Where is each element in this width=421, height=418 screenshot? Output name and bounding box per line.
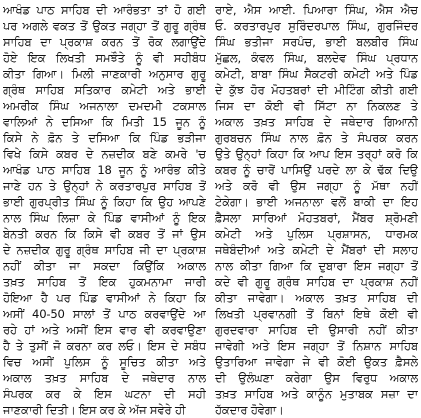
text-line: ਆਖੰਡ ਪਾਠ ਸਾਹਿਬ 18 ਜੂਨ ਨੂੰ ਆਰੰਭ ਕੀਤੇ (3, 163, 206, 177)
text-line: ਨਾਲ ਕੀਤਾ ਗਿਆ ਕਿ ਦੁਬਾਰਾ ਇਸ ਜਗ੍ਹਾ ਤੋਂ (215, 259, 418, 273)
text-line: ਗੁਰਬਚਨ ਸਿੰਘ ਨਾਲ ਫ਼ੋਨ ਤੇ ਸੰਪਰਕ ਕਰਨ (215, 131, 418, 145)
text-line: ਹੋਏ ਇਕ ਲਿਖਤੀ ਸਮਝੌਤੇ ਨੂੰ ਵੀ ਸਹੀਬੰਧ (3, 51, 206, 65)
text-line: ਆਖੰਡ ਪਾਠ ਸਾਹਿਬ ਦੀ ਆਰੰਭਤਾ ਤਾਂ ਹੋ ਗਈ (3, 3, 206, 17)
text-line: ਕਮੇਟੀ ਅਤੇ ਪੁਲਿਸ ਪ੍ਰਸ਼ਾਸਨ, ਧਾਰਮਕ (215, 227, 418, 241)
text-line: ਸਾਹਿਬ ਦਾ ਪ੍ਰਕਾਸ਼ ਕਰਨ ਤੋਂ ਰੋਕ ਲਗਾਉਂਦੇ (3, 35, 206, 49)
text-line: ਅਸੀਂ 40-50 ਸਾਲਾਂ ਤੋਂ ਪਾਠ ਕਰਵਾਉਂਦੇ ਆ (3, 307, 206, 321)
text-line: ਓ. ਕਰਤਾਰਪੁਰ ਸੁਰਿੰਦਰਪਾਲ ਸਿੰਘ, ਗੁਰਜਿੰਦਰ (215, 19, 418, 33)
text-line: ਭਾਈ ਗੁਰਪ੍ਰੀਤ ਸਿੰਘ ਨੂੰ ਕਿਹਾ ਕਿ ਉਹ ਆਪਣੇ (3, 195, 206, 209)
text-line: ਦੀ ਉਲੰਘਣਾ ਕਰੇਗਾ ਉਸ ਵਿਰੁਧ ਅਕਾਲ (215, 371, 418, 385)
text-line: ਕਿਸੇ ਨੇ ਫ਼ੋਨ ਤੇ ਦਸਿਆ ਕਿ ਪਿੰਡ ਭੜੀਜਾ (3, 131, 206, 145)
text-line: ਉਤੇ ਉਨ੍ਹਾਂ ਕਿਹਾ ਕਿ ਆਪ ਇਸ ਤਰ੍ਹਾਂ ਕਰੋ ਕਿ (215, 147, 418, 161)
text-line: ਗੁਰਦਵਾਰਾ ਸਾਹਿਬ ਦੀ ਉਸਾਰੀ ਨਹੀਂ ਕੀਤਾ (215, 323, 418, 337)
text-line: ਜਾਵੇਗੀ ਅਤੇ ਇਸ ਜਗ੍ਹਾ ਤੋਂ ਨਿਸ਼ਾਨ ਸਾਹਿਬ (215, 339, 418, 353)
text-line: ਟੇਕੇਗਾ। ਭਾਈ ਅਜਨਾਲਾ ਵਲੋਂ ਬਾਕੀ ਦਾ ਇਹ (215, 195, 418, 209)
text-line: ਵਿਚ ਅਸੀਂ ਪੁਲਿਸ ਨੂੰ ਸੂਚਿਤ ਕੀਤਾ ਅਤੇ (3, 355, 206, 369)
text-line: ਰਾਏ, ਐਸ ਆਈ. ਪਿਆਰਾ ਸਿੰਘ, ਐਸ ਐਚ (215, 3, 418, 17)
text-line: ਲਿਖਤੀ ਪ੍ਰਵਾਨਗੀ ਤੋਂ ਬਿਨਾਂ ਇਥੇ ਕੋਈ ਵੀ (215, 307, 418, 321)
text-line: ਅਕਾਲ ਤਖ਼ਤ ਸਾਹਿਬ ਦੇ ਜਥੇਦਾਰ ਗਿਆਨੀ (215, 115, 418, 129)
text-line: ਨਾਲ ਸਿੰਘ ਲਿਜ਼ਾ ਕੇ ਪਿੰਡ ਵਾਸੀਆਂ ਨੂੰ ਇਕ (3, 211, 206, 225)
text-line: ਸਿੰਘ ਭਤੀਜਾ ਸਰਪੰਚ, ਭਾਈ ਬਲਬੀਰ ਸਿੰਘ (215, 35, 418, 49)
text-line: ਨਹੀਂ ਕੀਤਾ ਜਾ ਸਕਦਾ ਕਿਉਂਕਿ ਅਕਾਲ (3, 259, 206, 273)
right-column (215, 2, 418, 418)
text-line: ਜਾਣੇ ਹਨ ਤੇ ਉਨ੍ਹਾਂ ਨੇ ਕਰਤਾਰਪੁਰ ਸਾਹਿਬ ਤੋਂ (3, 179, 206, 193)
text-line: ਵਿਖੇ ਕਿਸੇ ਕਬਰ ਦੇ ਨਜ਼ਦੀਕ ਬਣੇ ਕਮਰੇ 'ਚ (3, 147, 206, 161)
text-line: ਜਿਸ ਦਾ ਕੋਈ ਵੀ ਸਿੱਟਾ ਨਾ ਨਿਕਲਣ ਤੇ (215, 99, 418, 113)
text-line: ਜਾਣਕਾਰੀ ਦਿਤੀ। ਇਸ ਕਰ ਕੇ ਅੱਜ ਸਵੇਰੇ ਹੀ (3, 403, 186, 417)
text-line: ਉਤਾਰਿਆ ਜਾਵੇਗਾ ਜੇ ਵੀ ਕੋਈ ਉਕਤ ਫ਼ੈਸਲੇ (215, 355, 418, 369)
text-line: ਤਖ਼ਤ ਸਾਹਿਬ ਅਤੇ ਕਾਨੂੰਨ ਮੁਤਾਬਕ ਸਜ਼ਾ ਦਾ (215, 387, 418, 401)
text-line: ਤਖ਼ਤ ਸਾਹਿਬ ਤੋਂ ਇਕ ਹੁਕਮਨਾਮਾ ਜਾਰੀ (3, 275, 206, 289)
text-line: ਕਬਰ ਨੂੰ ਚਾਰੋਂ ਪਾਸਿਉਂ ਪਰਦੇ ਲਾ ਕੇ ਢੱਕ ਦਿਉ (215, 163, 418, 177)
text-line: ਬੇਨਤੀ ਕਰਨ ਕਿ ਕਿਸੇ ਵੀ ਕਬਰ ਤੋਂ ਜਾਂ ਉਸ (3, 227, 206, 241)
text-line: ਕੀਤਾ ਗਿਆ। ਮਿਲੀ ਜਾਣਕਾਰੀ ਅਨੁਸਾਰ ਗੁਰੂ (3, 67, 206, 81)
text-line: ਫ਼ੈਸਲਾ ਸਾਰਿਆਂ ਮੋਹਤਬਰਾਂ, ਮੈਂਬਰ ਸ਼੍ਰੋਮਣੀ (215, 211, 418, 225)
text-line: ਅਮਰੀਕ ਸਿੰਘ ਅਜਨਾਲਾ ਦਮਦਮੀ ਟਕਸਾਲ (3, 99, 206, 113)
text-line: ਕਮੇਟੀ, ਬਾਬਾ ਸਿੰਘ ਸੈਕਟਰੀ ਕਮੇਟੀ ਅਤੇ ਪਿੰਡ (215, 67, 418, 81)
text-line: ਅਕਾਲ ਤਖ਼ਤ ਸਾਹਿਬ ਦੇ ਜਥੇਦਾਰ ਨਾਲ (3, 371, 206, 385)
text-line: ਕਦੇ ਵੀ ਗੁਰੂ ਗ੍ਰੰਥ ਸਾਹਿਬ ਦਾ ਪ੍ਰਕਾਸ਼ ਨਹੀਂ (215, 275, 418, 289)
text-line: ਸੰਪਰਕ ਕਰ ਕੇ ਇਸ ਘਟਨਾ ਦੀ ਸਹੀ (3, 387, 206, 401)
text-line: ਹੈ ਤੇ ਤੁਸੀਂ ਜੋ ਕਰਨਾ ਕਰ ਲਓ। ਇਸ ਦੇ ਸਬੰਧ (3, 339, 206, 353)
text-line: ਕੀਤਾ ਜਾਵੇਗਾ। ਅਕਾਲ ਤਖ਼ਤ ਸਾਹਿਬ ਦੀ (215, 291, 418, 305)
text-line: ਗ੍ਰੰਥ ਸਾਹਿਬ ਸਤਿਕਾਰ ਕਮੇਟੀ ਅਤੇ ਭਾਈ (3, 83, 206, 97)
text-line: ਵਾਲਿਆਂ ਨੇ ਦਸਿਆ ਕਿ ਮਿਤੀ 15 ਜੂਨ ਨੂੰ (3, 115, 206, 129)
text-line: ਮੁੱਛਲ, ਕੰਵਲ ਸਿੰਘ, ਬਲਦੇਵ ਸਿੰਘ ਪ੍ਰਧਾਨ (215, 51, 418, 65)
text-line: ਹੋਇਆ ਹੈ ਪਰ ਪਿੰਡ ਵਾਸੀਆਂ ਨੇ ਕਿਹਾ ਕਿ (3, 291, 206, 305)
text-line: ਅਤੇ ਕਰੋ ਵੀ ਉਸ ਜਗ੍ਹਾ ਨੂੰ ਮੱਥਾ ਨਹੀਂ (215, 179, 418, 193)
text-line: ਦੇ ਨਜ਼ਦੀਕ ਗੁਰੂ ਗ੍ਰੰਥ ਸਾਹਿਬ ਜੀ ਦਾ ਪ੍ਰਕਾਸ਼ (3, 243, 206, 257)
text-line: ਰਹੇ ਹਾਂ ਅਤੇ ਅਸੀਂ ਇਸ ਵਾਰ ਵੀ ਕਰਵਾਉਣਾ (3, 323, 206, 337)
left-column (3, 2, 206, 418)
text-line: ਜਥੇਬੰਦੀਆਂ ਅਤੇ ਕਮੇਟੀ ਦੇ ਮੈਂਬਰਾਂ ਦੀ ਸਲਾਹ (215, 243, 418, 257)
text-line: ਪਰ ਅਗਲੇ ਵਕਤ ਤੋਂ ਉਕਤ ਜਗ੍ਹਾ ਤੋਂ ਗੁਰੂ ਗ੍ਰੰਥ (3, 19, 206, 33)
text-line: ਹੱਕਦਾਰ ਹੋਵੇਗਾ। (215, 403, 284, 417)
text-line: ਦੇ ਕੁੱਝ ਹੋਰ ਮੋਹਤਬਰਾਂ ਦੀ ਮੀਟਿੰਗ ਕੀਤੀ ਗਈ (215, 83, 418, 97)
